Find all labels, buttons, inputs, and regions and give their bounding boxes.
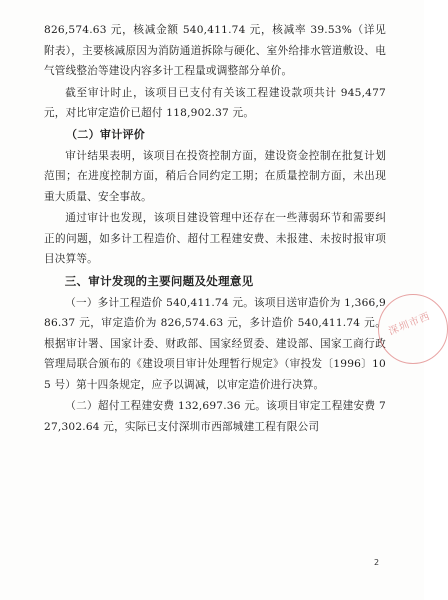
paragraph-overstated-cost: （一）多计工程造价 540,411.74 元。该项目送审造价为 1,366,986.37 元，审定造价为 826,574.63 元，多计造价 540,411.74 元。根据审计署、国家计委、财政部、国家经贸委、建设部、国家工商行政管理局联合颁布的《建设项目审计处理暂行规定》（审投发〔1996〕105 号）第十四条规定，应予以调减，以审定造价进行决算。 bbox=[44, 296, 386, 391]
paragraph-audit-reduction: 826,574.63 元，核减金额 540,411.74 元，核减率 39.53%（详见附表），主要核减原因为消防通道拆除与硬化、室外给排水管道敷设、电气管线整治等建设内容多计工程量或调整部分单价。 bbox=[44, 24, 386, 77]
page-number: 2 bbox=[374, 558, 380, 567]
heading-audit-evaluation: （二）审计评价 bbox=[66, 127, 146, 141]
paragraph-weaknesses: 通过审计也发现，该项目建设管理中还存在一些薄弱环节和需要纠正的问题，如多计工程造价、超付工程建安费、未报建、未按时报审项目决算等。 bbox=[44, 212, 386, 265]
paragraph-overpayment: （二）超付工程建安费 132,697.36 元。该项目审定工程建安费 727,302.64 元，实际已支付深圳市西部城建工程有限公司 bbox=[44, 400, 386, 433]
heading-main-issues: 三、审计发现的主要问题及处理意见 bbox=[64, 273, 254, 288]
document-body bbox=[44, 20, 386, 437]
seal-stamp-text: 深圳市西 bbox=[387, 311, 433, 338]
paragraph-audit-results: 审计结果表明，该项目在投资控制方面，建设资金控制在批复计划范围；在进度控制方面，稍后合同约定工期；在质量控制方面，未出现重大质量、安全事故。 bbox=[44, 149, 386, 203]
seal-stamp bbox=[378, 294, 448, 364]
paragraph-payment-status: 截至审计时止，该项目已支付有关该工程建设款项共计 945,477元，对比审定造价已超付 118,902.37 元。 bbox=[44, 86, 386, 119]
